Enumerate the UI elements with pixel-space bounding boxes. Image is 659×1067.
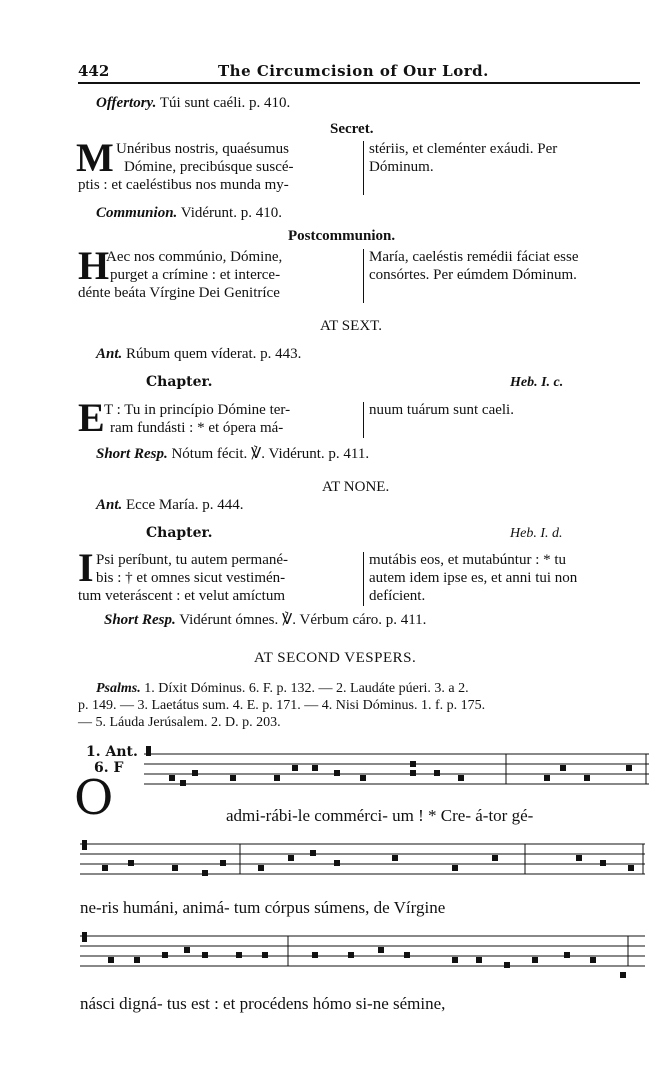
none-right-3: defícient. [369,588,426,604]
offertory-text: Túi sunt caéli. p. 410. [159,95,291,111]
none-resp-text: Vidérunt ómnes. ℣. Vérbum cáro. p. 411. [179,612,427,628]
sext-resp-label: Short Resp. [96,446,168,462]
chant-text-line-3: násci digná- tus est : et procédens hómo si-ne sémine, [80,994,446,1013]
none-resp [104,612,426,629]
sext-left-1: T : Tu in princípio Dómine ter- [104,402,291,418]
page-number: 442 [78,62,110,80]
secret-dropcap: M [76,135,114,180]
offertory-label: Offertory. [96,95,157,111]
psalms-text-1: 1. Díxit Dóminus. 6. F. p. 132. — 2. Laudáte púeri. 3. a 2. [144,681,469,696]
postcommunion-left-2: purget a crímine : et interce- [110,267,281,283]
sext-dropcap: E [78,395,105,440]
secret-left-1: Unéribus nostris, quaésumus [116,141,289,157]
chant-staff-3 [80,926,645,986]
secret-heading: Secret. [330,121,374,137]
communion-text: Vidérunt. p. 410. [180,205,282,221]
chant-initial: O [74,770,114,826]
postcommunion-left-3: dénte beáta Vírgine Dei Genitríce [78,285,280,301]
chant-staff-1 [144,744,649,794]
none-left-2: bis : † et omnes sicut vestimén- [96,570,286,586]
sext-resp [96,446,369,463]
none-left-1: Psi períbunt, tu autem permané- [96,552,289,568]
postcommunion-heading: Postcommunion. [288,228,396,244]
sext-ant-text: Rúbum quem víderat. p. 443. [126,346,302,362]
chant-text-line-1: admi-rábi-le commérci- um ! * Cre- á-tor gé- [226,806,534,825]
none-left-3: tum veteráscent : et velut amíctum [78,588,286,604]
header-rule [78,82,640,84]
psalms-line-3: — 5. Láuda Jerúsalem. 2. D. p. 203. [78,715,281,730]
postcommunion-left-1: Aec nos commúnio, Dómine, [106,249,283,265]
none-ant-text: Ecce María. p. 444. [126,497,244,513]
communion-label: Communion. [96,205,178,221]
sext-antiphon [96,346,301,363]
none-ant-label: Ant. [96,497,123,513]
secret-left-3: ptis : et caeléstibus nos munda my- [78,177,289,193]
sext-ant-label: Ant. [96,346,123,362]
sext-right-1: nuum tuárum sunt caeli. [369,402,514,418]
postcommunion-right-2: consórtes. Per eúmdem Dóminum. [369,267,577,283]
psalms-line-1 [96,681,469,697]
none-antiphon [96,497,243,514]
postcommunion-right-1: María, caeléstis remédii fáciat esse [369,249,579,265]
chant-staff-2 [80,834,645,884]
sext-heading: AT SEXT. [320,318,382,334]
sext-resp-text: Nótum fécit. ℣. Vidérunt. p. 411. [171,446,370,462]
sext-left-2: ram fundásti : * et ópera má- [110,420,284,436]
vespers-heading: AT SECOND VESPERS. [254,650,417,666]
secret-column-rule [363,141,364,195]
sext-chapter-label: Chapter. [146,374,213,390]
sext-column-rule [363,402,364,438]
secret-right-2: Dóminum. [369,159,434,175]
psalms-line-2: p. 149. — 3. Laetátus sum. 4. E. p. 171. — 4. Nisi Dóminus. 1. f. p. 175. [78,698,486,713]
chant-mode: 6. F [94,760,124,776]
psalms-label: Psalms. [96,681,141,696]
none-resp-label: Short Resp. [104,612,176,628]
sext-chapter-ref: Heb. I. c. [510,375,564,390]
chant-text-line-2: ne-ris humáni, animá- tum córpus súmens, de Vírgine [80,898,446,917]
none-chapter-ref: Heb. I. d. [510,526,563,541]
none-right-2: autem idem ipse es, et anni tui non [369,570,578,586]
none-heading: AT NONE. [322,479,390,495]
none-chapter-label: Chapter. [146,525,213,541]
none-right-1: mutábis eos, et mutabúntur : * tu [369,552,567,568]
secret-right-1: stériis, et cleménter exáudi. Per [369,141,558,157]
chant-ant-label: 1. Ant. [86,744,138,760]
offertory-line [96,95,290,112]
postcommunion-dropcap: H [78,243,110,288]
postcommunion-column-rule [363,249,364,303]
none-column-rule [363,552,364,606]
running-title: The Circumcision of Our Lord. [218,62,489,80]
none-dropcap: I [78,545,94,590]
communion-line [96,205,282,222]
secret-left-2: Dómine, precibúsque suscé- [124,159,294,175]
